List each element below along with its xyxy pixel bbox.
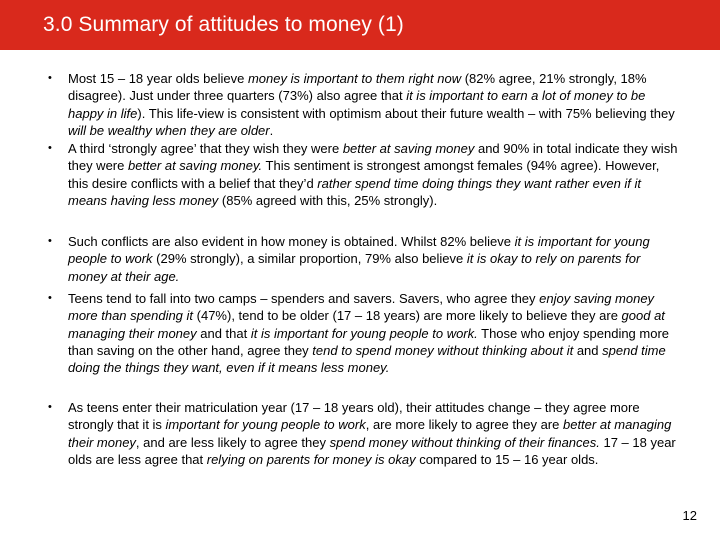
body-text: 17 – 18 year olds are less agree that (68, 434, 676, 467)
body-text: (29% strongly), a similar proportion, 79% also believe (152, 251, 467, 267)
bullet-dot-icon: • (48, 292, 52, 304)
page-number: 12 (682, 508, 697, 523)
emphasis-text: enjoy saving money more than spending it (68, 291, 655, 324)
emphasis-text: it is important for young people to work (68, 234, 650, 267)
emphasis-text: better at saving money (342, 141, 475, 156)
body-text: Such conflicts are also evident in how money is obtained. Whilst 82% believe (68, 234, 515, 249)
body-text: Most 15 – 18 year olds believe (68, 71, 248, 86)
body-text: . (269, 122, 274, 138)
body-text: , and are less likely to agree they (135, 434, 330, 450)
body-text: (82% agree, 21% strongly, 18% disagree). Just under three quarters (73%) also agree that (68, 71, 647, 104)
body-text: and that (196, 325, 251, 341)
emphasis-text: rather spend time doing things they want rather even if it means having less money (68, 175, 642, 208)
bullet-text (68, 399, 680, 468)
title-bar (0, 0, 720, 50)
bullet-dot-icon: • (48, 401, 52, 413)
emphasis-text: it is important to earn a lot of money to be happy in life (68, 88, 646, 121)
bullet-dot-icon: • (48, 235, 52, 247)
emphasis-text: important for young people to work (165, 417, 366, 433)
body-text: compared to 15 – 16 year olds. (415, 451, 599, 467)
bullet-text (68, 233, 680, 285)
emphasis-text: it is important for young people to work. (250, 325, 478, 341)
emphasis-text: better at managing their money (68, 417, 672, 450)
body-text: Those who enjoy spending more than saving on the other hand, agree they (68, 325, 670, 358)
emphasis-text: will be wealthy when they are older (68, 122, 270, 138)
body-text: and 90% in total indicate they wish they were (68, 141, 678, 174)
body-text: This sentiment is strongest amongst females (94% agree). However, this desire conflicts with a belief that they’d (68, 158, 660, 191)
emphasis-text: it is okay to rely on parents for money at their age. (68, 251, 641, 284)
body-text: ). This life-view is consistent with optimism about their future wealth – with 75% believing they (137, 105, 675, 121)
body-text: and (573, 342, 603, 358)
body-text: , are more likely to agree they are (365, 417, 563, 433)
emphasis-text: better at saving money. (127, 158, 263, 174)
bullet-text (68, 140, 680, 209)
bullet-text (68, 70, 680, 139)
body-text: (85% agreed with this, 25% strongly). (218, 192, 438, 208)
body-text: Teens tend to fall into two camps – spenders and savers. Savers, who agree they (68, 291, 540, 306)
body-text: A third ‘strongly agree’ that they wish they were (68, 141, 343, 156)
bullet-dot-icon: • (48, 142, 52, 154)
bullet-text (68, 290, 680, 376)
body-text: (47%), tend to be older (17 – 18 years) are more likely to believe they are (193, 308, 622, 324)
slide-title: 3.0 Summary of attitudes to money (1) (43, 13, 404, 36)
emphasis-text: spend time doing the things they want, even if it means less money. (68, 342, 666, 376)
emphasis-text: spend money without thinking of their finances. (329, 434, 600, 450)
emphasis-text: good at managing their money (68, 308, 665, 341)
body-text: As teens enter their matriculation year (17 – 18 years old), their attitudes change – they agree more strongly that it is (68, 400, 640, 433)
emphasis-text: money is important to them right now (247, 71, 462, 86)
emphasis-text: relying on parents for money is okay (206, 451, 416, 467)
bullet-dot-icon: • (48, 72, 52, 84)
emphasis-text: tend to spend money without thinking about it (312, 342, 574, 358)
